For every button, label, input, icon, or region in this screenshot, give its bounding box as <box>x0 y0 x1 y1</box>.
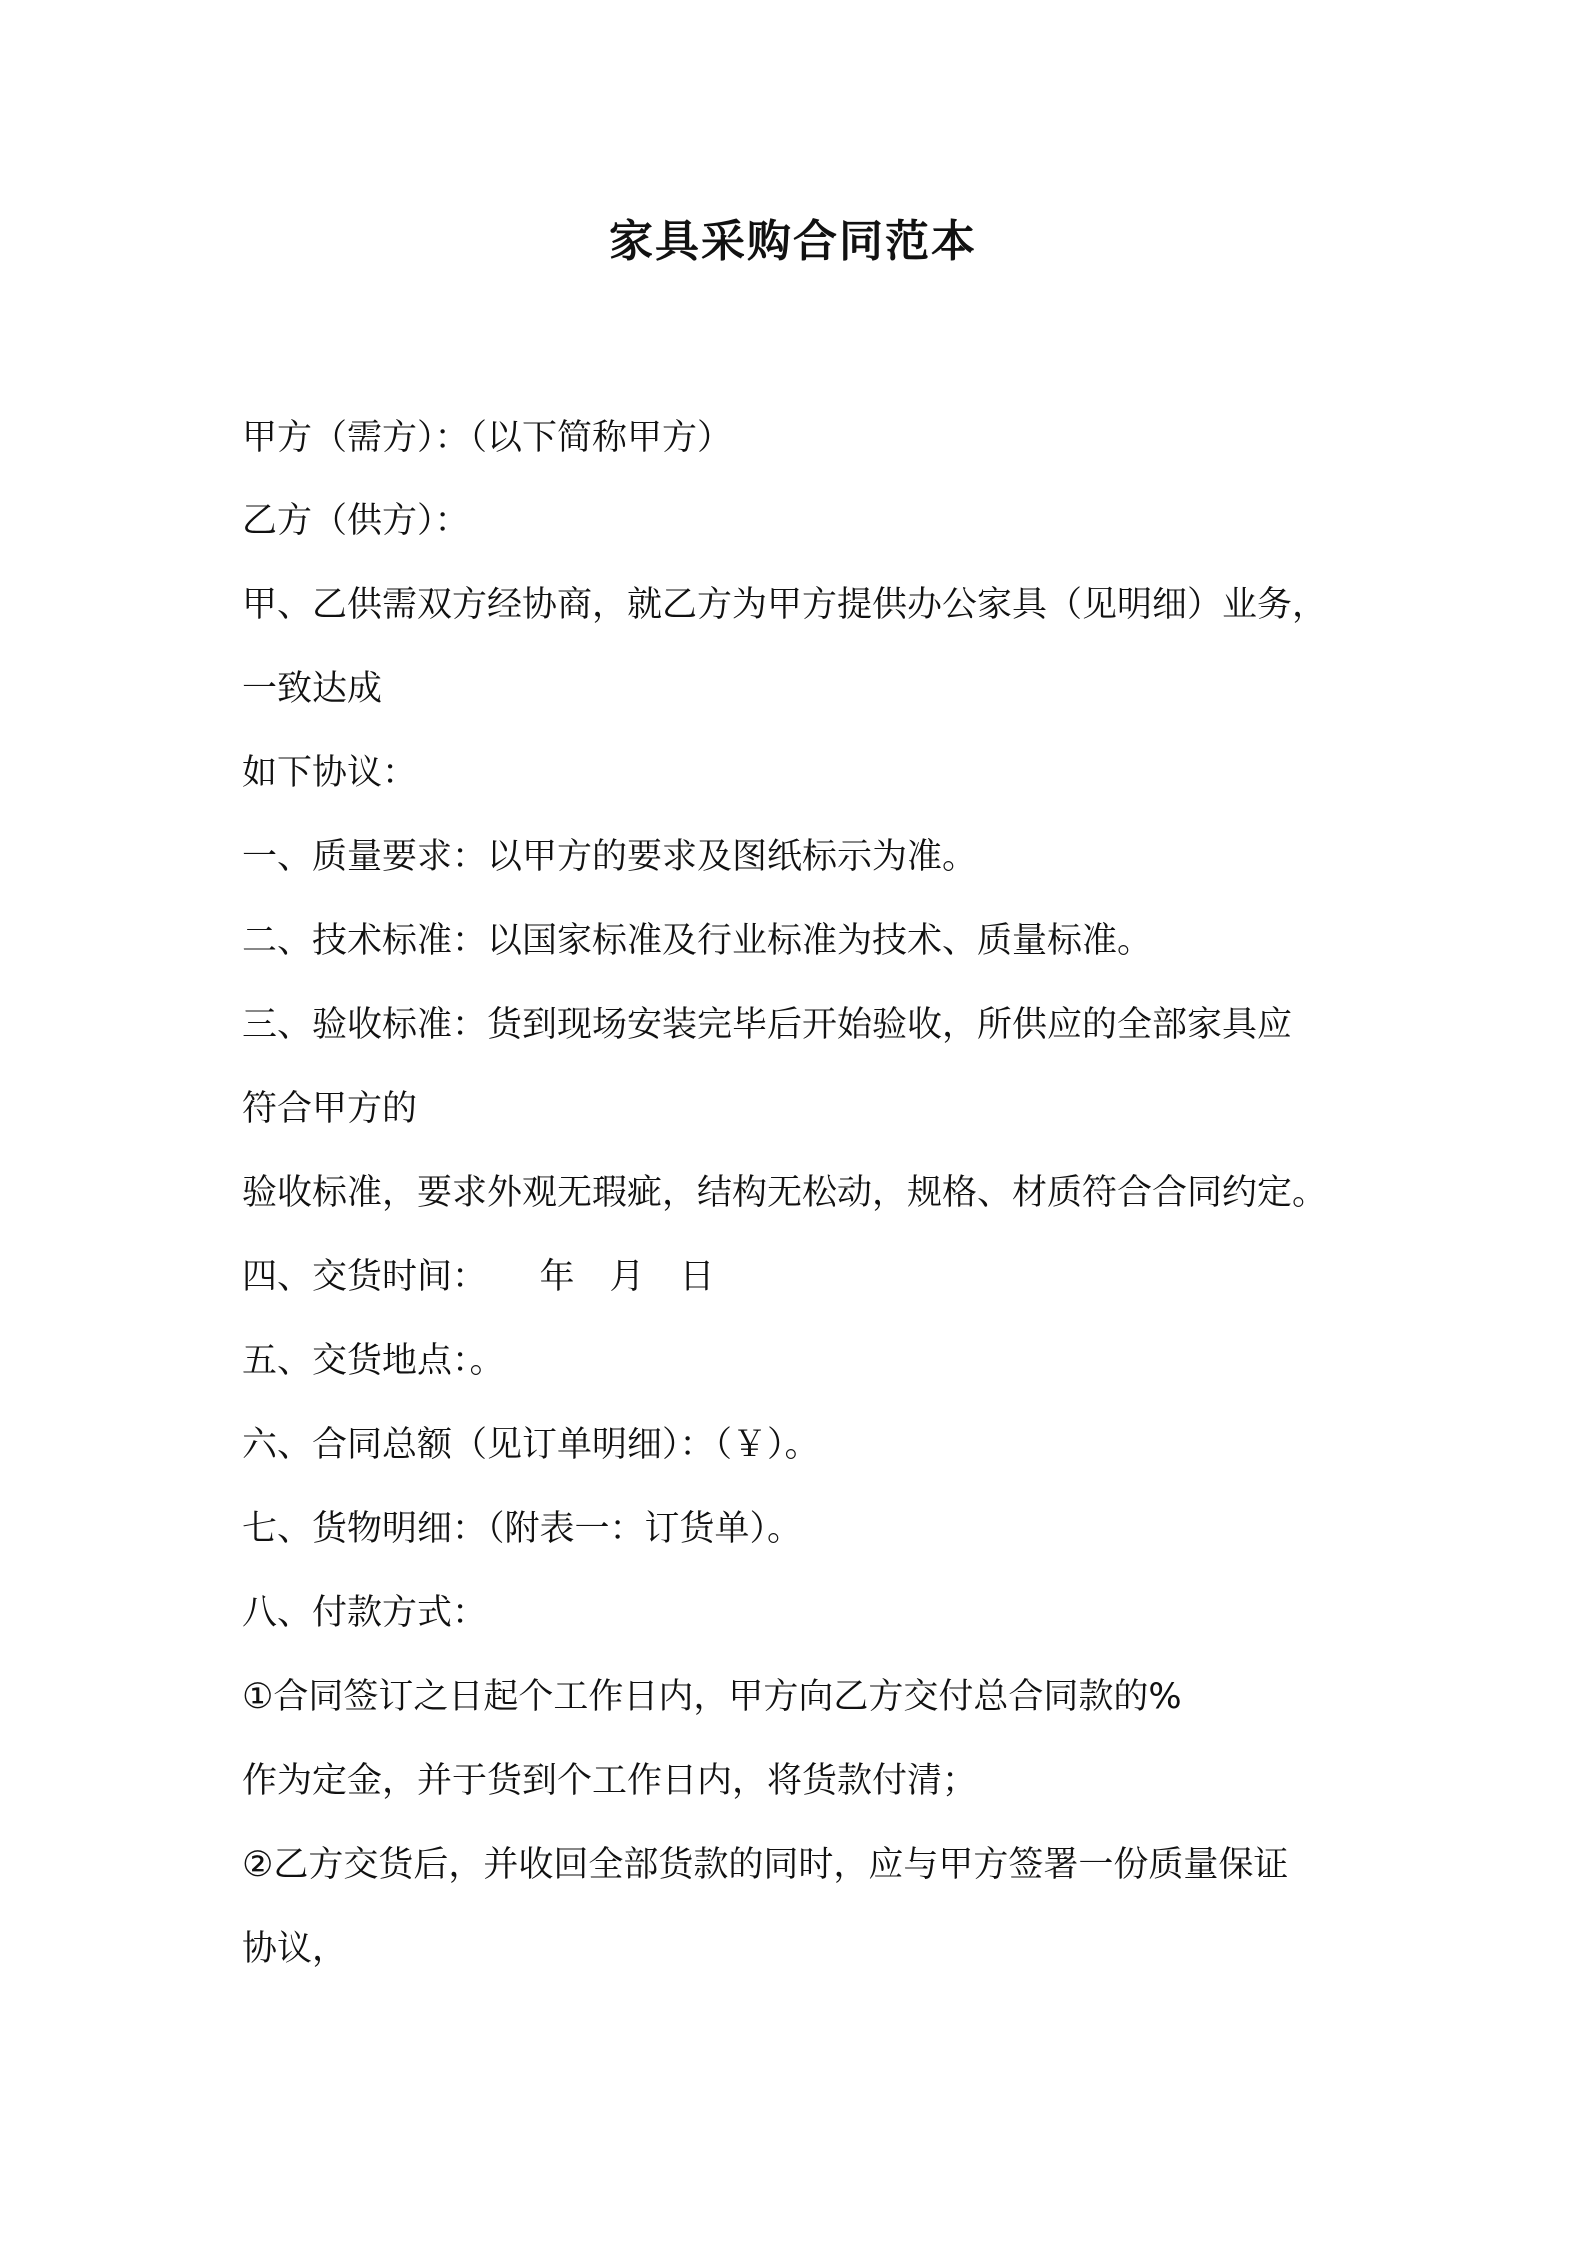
clause-goods-detail: 七、货物明细：（附表一：订货单）。 <box>242 1509 803 1549</box>
clause-acceptance-line-1: 三、验收标准：货到现场安装完毕后开始验收，所供应的全部家具应 <box>242 1005 1293 1045</box>
clause-quality: 一、质量要求：以甲方的要求及图纸标示为准。 <box>242 837 978 877</box>
payment-item-2-line-2: 协议， <box>242 1929 348 1969</box>
preamble-line-3: 如下协议： <box>242 753 418 793</box>
party-a-line: 甲方（需方）：（以下简称甲方） <box>242 418 733 458</box>
preamble-line-2: 一致达成 <box>242 669 383 709</box>
payment-item-1-line-1: ①合同签订之日起个工作日内，甲方向乙方交付总合同款的% <box>242 1677 1182 1717</box>
clause-delivery-place: 五、交货地点：。 <box>242 1341 505 1381</box>
payment-item-1-line-2: 作为定金，并于货到个工作日内，将货款付清； <box>242 1761 978 1801</box>
clause-delivery-time: 四、交货时间： 年 月 日 <box>242 1257 715 1297</box>
party-b-line: 乙方（供方）： <box>242 501 470 541</box>
clause-acceptance-line-2: 符合甲方的 <box>242 1089 418 1129</box>
preamble-line-1: 甲、乙供需双方经协商，就乙方为甲方提供办公家具（见明细）业务， <box>242 585 1328 625</box>
clause-payment-heading: 八、付款方式： <box>242 1593 488 1633</box>
clause-acceptance-line-3: 验收标准，要求外观无瑕疵，结构无松动，规格、材质符合合同约定。 <box>242 1173 1328 1213</box>
clause-technical-standard: 二、技术标准：以国家标准及行业标准为技术、质量标准。 <box>242 921 1153 961</box>
payment-item-2-line-1: ②乙方交货后，并收回全部货款的同时，应与甲方签署一份质量保证 <box>242 1845 1289 1885</box>
clause-contract-total: 六、合同总额（见订单明细）：（￥）。 <box>242 1425 820 1465</box>
document-title: 家具采购合同范本 <box>609 216 977 267</box>
